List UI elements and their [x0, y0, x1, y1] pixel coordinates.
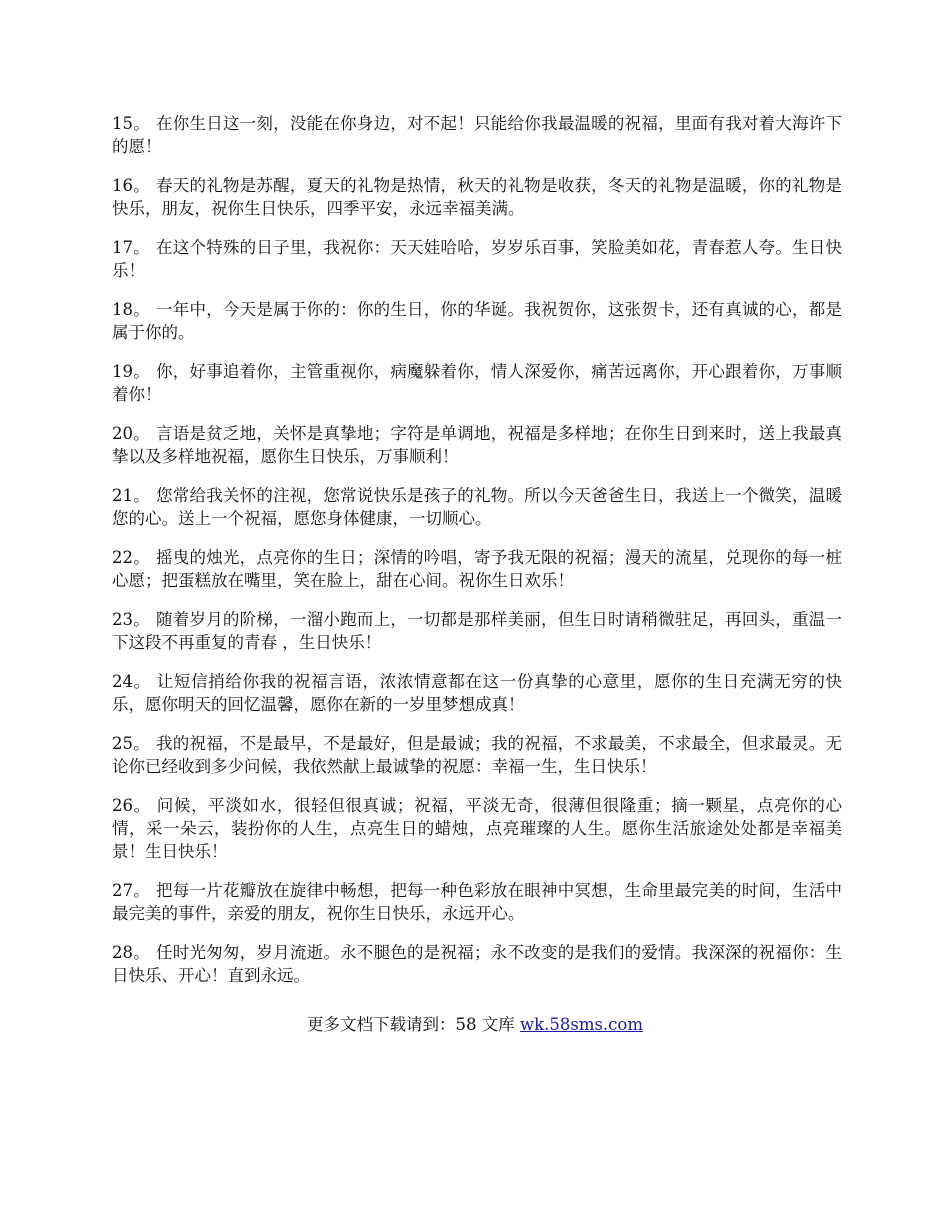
wish-paragraph	[112, 174, 842, 220]
paragraph-number: 24。	[112, 672, 151, 691]
paragraph-text: 在这个特殊的日子里，我祝你：天天娃哈哈，岁岁乐百事，笑脸美如花，青春惹人夸。生日快乐！	[112, 238, 843, 280]
wish-paragraph	[112, 298, 842, 344]
wish-paragraph	[112, 941, 842, 987]
wish-paragraph	[112, 732, 842, 778]
footer	[0, 1013, 950, 1036]
wish-paragraph	[112, 794, 842, 863]
footer-link[interactable]: wk.58sms.com	[519, 1015, 643, 1034]
paragraph-text: 一年中，今天是属于你的：你的生日，你的华诞。我祝贺你，这张贺卡，还有真诚的心，都是属于你的。	[112, 300, 843, 342]
wish-paragraph	[112, 484, 842, 530]
paragraph-number: 19。	[112, 362, 150, 381]
wish-paragraph	[112, 422, 842, 468]
paragraph-number: 26。	[112, 796, 151, 815]
paragraph-number: 15。	[112, 114, 150, 133]
paragraph-text: 把每一片花瓣放在旋律中畅想，把每一种色彩放在眼神中冥想，生命里最完美的时间，生活中最完美的事件，亲爱的朋友，祝你生日快乐，永远开心。	[112, 881, 843, 923]
wish-paragraph	[112, 879, 842, 925]
paragraph-number: 22。	[112, 548, 150, 567]
wish-paragraph	[112, 670, 842, 716]
paragraph-text: 摇曳的烛光，点亮你的生日；深情的吟唱，寄予我无限的祝福；漫天的流星，兑现你的每一桩心愿；把蛋糕放在嘴里，笑在脸上，甜在心间。祝你生日欢乐！	[112, 548, 843, 590]
wish-paragraph	[112, 546, 842, 592]
paragraph-text: 我的祝福，不是最早，不是最好，但是最诚；我的祝福，不求最美，不求最全，但求最灵。无论你已经收到多少问候，我依然献上最诚挚的祝愿：幸福一生，生日快乐！	[112, 734, 843, 776]
footer-text: 更多文档下载请到：58 文库	[306, 1015, 520, 1034]
paragraph-number: 23。	[112, 610, 150, 629]
paragraph-text: 你，好事追着你，主管重视你，病魔躲着你，情人深爱你，痛苦远离你，开心跟着你，万事顺着你！	[112, 362, 843, 404]
paragraph-number: 27。	[112, 881, 150, 900]
paragraph-number: 21。	[112, 486, 150, 505]
wish-paragraph	[112, 112, 842, 158]
paragraph-text: 春天的礼物是苏醒，夏天的礼物是热情，秋天的礼物是收获，冬天的礼物是温暖，你的礼物是快乐，朋友，祝你生日快乐，四季平安，永远幸福美满。	[112, 176, 843, 218]
paragraph-number: 28。	[112, 943, 150, 962]
paragraph-text: 任时光匆匆，岁月流逝。永不腿色的是祝福；永不改变的是我们的爱情。我深深的祝福你：生日快乐、开心！直到永远。	[112, 943, 843, 985]
paragraph-number: 20。	[112, 424, 150, 443]
paragraph-text: 在你生日这一刻，没能在你身边，对不起！只能给你我最温暖的祝福，里面有我对着大海许下的愿！	[112, 114, 843, 156]
paragraph-text: 随着岁月的阶梯，一溜小跑而上，一切都是那样美丽，但生日时请稍微驻足，再回头，重温一下这段不再重复的青春 ，生日快乐！	[112, 610, 843, 652]
paragraph-text: 让短信捎给你我的祝福言语，浓浓情意都在这一份真挚的心意里，愿你的生日充满无穷的快乐，愿你明天的回忆温馨，愿你在新的一岁里梦想成真！	[112, 672, 843, 714]
paragraph-text: 问候，平淡如水，很轻但很真诚；祝福，平淡无奇，很薄但很隆重；摘一颗星，点亮你的心情，采一朵云，装扮你的人生，点亮生日的蜡烛，点亮璀璨的人生。愿你生活旅途处处都是幸福美景！生日快乐！	[112, 796, 843, 861]
paragraph-text: 您常给我关怀的注视，您常说快乐是孩子的礼物。所以今天爸爸生日，我送上一个微笑，温暖您的心。送上一个祝福，愿您身体健康，一切顺心。	[112, 486, 843, 528]
wish-paragraph	[112, 360, 842, 406]
wish-paragraph	[112, 608, 842, 654]
document-body	[112, 112, 842, 987]
paragraph-number: 18。	[112, 300, 150, 319]
paragraph-text: 言语是贫乏地，关怀是真挚地；字符是单调地，祝福是多样地；在你生日到来时，送上我最真挚以及多样地祝福，愿你生日快乐，万事顺利！	[112, 424, 843, 466]
paragraph-number: 17。	[112, 238, 150, 257]
paragraph-number: 25。	[112, 734, 150, 753]
wish-paragraph	[112, 236, 842, 282]
paragraph-number: 16。	[112, 176, 150, 195]
